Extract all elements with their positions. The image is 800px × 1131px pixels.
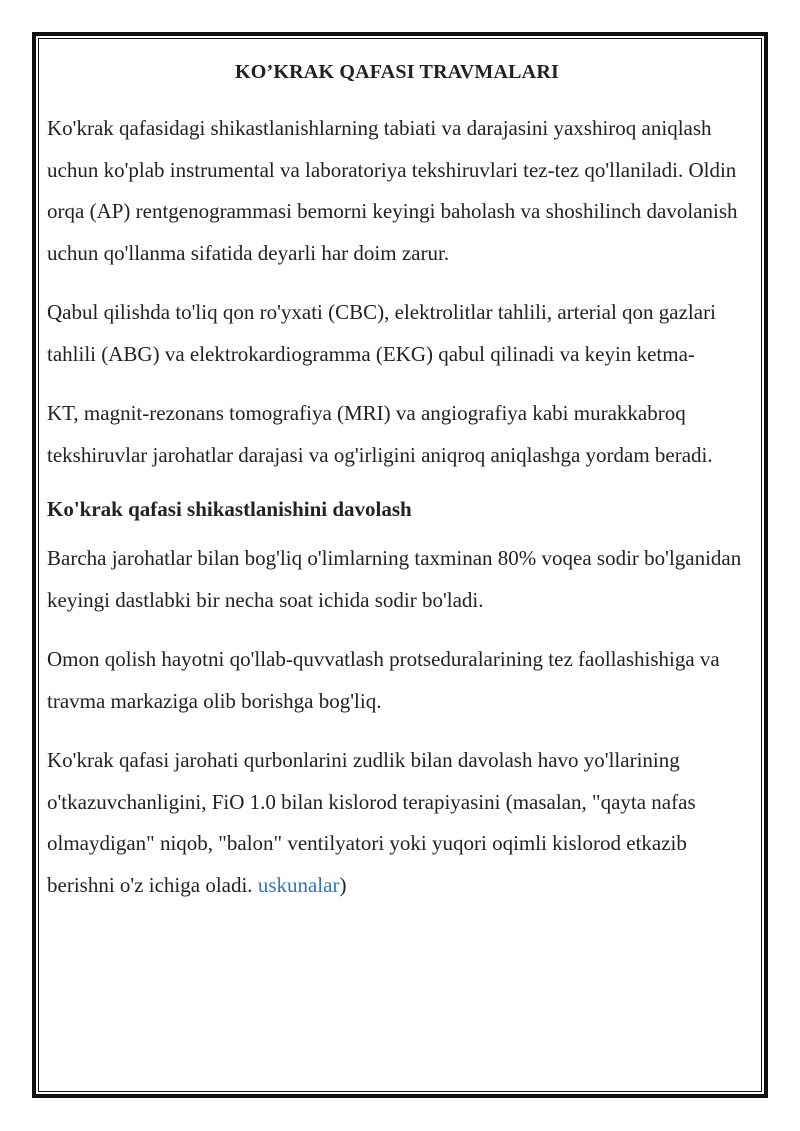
paragraph-mortality: Barcha jarohatlar bilan bog'liq o'limlarning taxminan 80% voqea sodir bo'lganidan keyingi dastlabki bir necha soat ichida sodir bo'ladi. bbox=[47, 546, 742, 612]
page-title: KO’KRAK QAFASI TRAVMALARI bbox=[235, 61, 559, 83]
paragraph-immediate-treatment bbox=[47, 740, 747, 906]
paragraph-advanced-imaging: KT, magnit-rezonans tomografiya (MRI) va angiografiya kabi murakkabroq tekshiruvlar jarohatlar darajasi va og'irligini aniqroq aniqlashga yordam beradi. bbox=[47, 401, 713, 467]
paragraph-lab-tests: Qabul qilishda to'liq qon ro'yxati (CBC), elektrolitlar tahlili, arterial qon gazlari tahlili (ABG) va elektrokardiogramma (EKG) qabul qilinadi va keyin ketma- bbox=[47, 300, 716, 366]
paragraph-survival: Omon qolish hayotni qo'llab-quvvatlash protseduralarining tez faollashishiga va travma markaziga olib borishga bog'liq. bbox=[47, 647, 720, 713]
equipment-link[interactable]: uskunalar bbox=[257, 872, 340, 897]
paragraph-immediate-treatment-text: Ko'krak qafasi jarohati qurbonlarini zudlik bilan davolash havo yo'llarining o'tkazuvchanligini, FiO 1.0 bilan kislorod terapiyasini (masalan, "qayta nafas olmaydigan" niqob, "balon" ventilyatori yoki yuqori oqimli kislorod etkazib berishni o'z ichiga oladi. bbox=[47, 748, 696, 897]
section-heading-treatment: Ko'krak qafasi shikastlanishini davolash bbox=[47, 497, 412, 521]
document-body bbox=[47, 58, 747, 924]
paragraph-imaging: Ko'krak qafasidagi shikastlanishlarning tabiati va darajasini yaxshiroq aniqlash uchun ko'plab instrumental va laboratoriya tekshiruvlari tez-tez qo'llaniladi. Oldin orqa (AP) rentgenogrammasi bemorni keyingi baholash va shoshilinch davolanish uchun qo'llanma sifatida deyarli har doim zarur. bbox=[47, 116, 738, 265]
closing-parenthesis: ) bbox=[339, 872, 347, 897]
